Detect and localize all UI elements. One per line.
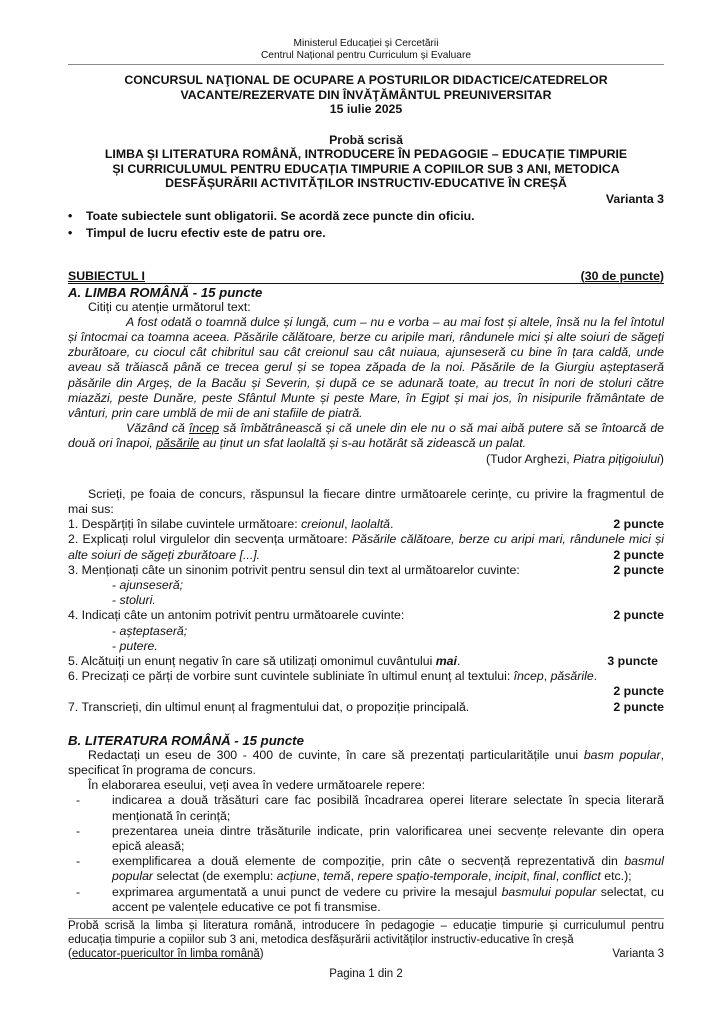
reading-instruction: Citiți cu atenție următorul text:: [88, 299, 251, 314]
para2-part: să îmbătrânească și că unele din ele nu o să mai aibă putere să se întoarcă de două ori înapoi,: [68, 421, 664, 451]
text-paragraph-1: A fost odată o toamnă dulce și lungă, cum ‒ nu e vorba ‒ au mai fost și altele, însă nu la fel întotul și întocmai ca toamna aceea. Păsările călătoare, berze cu aripile mari, rândunele mici și alte soiuri de săgeți zburătoare, cu ciocul cât chibritul sau cât creionul sau cât nuiaua, ajunseseră cu bine în țara caldă, unde aveau să trăiască până ce trecea gerul și se topea zăpada de la noi. Păsările de la Giurgiu așteptaseră păsările din Argeș, de la Bacău și Severin, și după ce se adunară toate, au trecut în nori de stoluri către miazăzi, peste Dunăre, peste Sfântul Munte și peste Mare, în Egipt și mai jos, în nisipurile frământate de vânturi, prin care umblă de mii de ani stafiile de piatră.: [68, 314, 664, 420]
underlined-word-pasarile: păsările: [156, 436, 200, 451]
guideline-italic: repere spațio-temporale: [357, 869, 488, 884]
header-divider: [68, 64, 664, 65]
guideline-sep: ,: [350, 869, 358, 884]
dash-icon: -: [112, 593, 120, 608]
question-3: [68, 563, 664, 578]
guideline-text: exemplificarea a două elemente de compoziție, prin câte o secvență reprezentativă din: [112, 854, 625, 869]
question-points: 2 puncte: [613, 517, 664, 532]
page-header: [68, 38, 664, 62]
section-a-title: A. LIMBA ROMÂNĂ - 15 puncte: [68, 284, 263, 300]
source-close: ): [659, 451, 664, 466]
task-intro: Scrieți, pe foaia de concurs, răspunsul la fiecare dintre următoarele cerințe, cu privire la fragmentul de mai sus:: [68, 486, 664, 516]
instruction-item: [68, 208, 664, 225]
q6-end: .: [593, 669, 598, 684]
guideline-text: prezentarea uneia dintre trăsăturile indicate, prin valorificarea unei secvențe relevante din opera epică aleasă;: [112, 823, 664, 853]
instruction-text: Toate subiectele sunt obligatorii. Se acordă zece puncte din oficiu.: [86, 208, 475, 223]
essay-genre: basm popular: [583, 747, 661, 762]
text-source: [68, 452, 664, 467]
paren: (: [68, 948, 72, 961]
q5-text: 5. Alcătuiți un enunț negativ în care să utilizați omonimul cuvântului: [68, 653, 436, 668]
guideline-sep: ,: [555, 869, 563, 884]
bullet-icon: •: [68, 208, 73, 223]
guideline-italic: final: [533, 869, 556, 884]
q2-text: 2. Explicați rolul virgulelor din secvența următoare:: [68, 532, 352, 547]
q3-word: ajunseseră;: [119, 577, 184, 592]
guideline-italic: conflict: [562, 869, 601, 884]
guideline-text: selectat (de exemplu:: [153, 869, 277, 884]
q4-item: [68, 624, 664, 639]
instruction-item: [68, 225, 664, 242]
q6-sep: ,: [543, 669, 551, 684]
underlined-word-incep: încep: [188, 421, 220, 436]
essay-guidelines: [68, 793, 664, 915]
essay-guide-intro: În elaborarea eseului, veți avea în vedere următoarele repere:: [88, 778, 425, 793]
guideline-italic: basmul popular: [112, 854, 664, 884]
dash-icon: -: [76, 823, 81, 838]
q2-quote: Păsările călătoare, berze cu aripi mari, rândunele mici și alte soiuri de săgeți zburătoare [...].: [68, 532, 664, 562]
q1-text: 1. Despărțiți în silabe cuvintele următoare:: [68, 517, 302, 532]
guideline-italic: incipit: [494, 869, 527, 884]
q5-end: .: [456, 653, 461, 668]
contest-date: 15 iulie 2025: [329, 102, 403, 116]
dash-icon: -: [76, 793, 81, 808]
essay-task-text: Redactați un eseu de 300 - 400 de cuvinte, în care să prezentați particularitățile unui: [88, 747, 584, 762]
guideline-text: etc.);: [600, 869, 632, 884]
essay-task-text: , specificat în programa de concurs.: [68, 747, 664, 777]
q1-word: creionul: [301, 517, 345, 532]
q5-word: mai: [435, 653, 457, 668]
q7-text: 7. Transcrieți, din ultimul enunț al fragmentului dat, o propoziție principală.: [68, 699, 470, 714]
exam-title-line-3: DESFĂȘURĂRII ACTIVITĂȚILOR INSTRUCTIV-EDUCATIVE ÎN CREȘĂ: [165, 176, 567, 190]
q4-word: putere.: [119, 638, 158, 653]
specialty-name: educator-puericultor în limba română: [71, 948, 260, 961]
dash-icon: -: [76, 884, 81, 899]
ministry-name: Ministerul Educației și Cercetării: [293, 38, 439, 49]
q4-text: 4. Indicați câte un antonim potrivit pentru următoarele cuvinte:: [68, 608, 405, 623]
q4-word: așteptaseră;: [119, 623, 188, 638]
question-points: 2 puncte: [613, 699, 664, 714]
question-6: [68, 669, 664, 699]
q3-item: [68, 593, 664, 608]
dash-icon: -: [112, 577, 120, 592]
dash-icon: -: [112, 623, 120, 638]
footer-variant: Varianta 3: [612, 948, 664, 961]
guideline-sep: ,: [488, 869, 495, 884]
instructions-list: [68, 208, 664, 242]
para2-part: au ținut un sfat laolaltă și s-au hotărât să zidească un palat.: [199, 436, 527, 451]
q1-word: laolaltă: [351, 517, 390, 532]
guideline-item: [68, 885, 664, 915]
question-7: [68, 700, 664, 715]
source-author: (Tudor Arghezi,: [486, 451, 574, 466]
question-points: 3 puncte: [607, 653, 658, 668]
question-points: 2 puncte: [613, 684, 664, 699]
exam-title: [68, 133, 664, 191]
variant-label: Varianta 3: [605, 191, 664, 206]
question-text: [68, 517, 393, 532]
exam-title-line-2: ȘI CURRICULUMUL PENTRU EDUCAȚIA TIMPURIE A COPIILOR SUB 3 ANI, METODICA: [112, 161, 620, 176]
q6-word: păsările: [550, 669, 594, 684]
question-5: [68, 654, 664, 669]
instruction-text: Timpul de lucru efectiv este de patru ore.: [86, 225, 326, 240]
guideline-text: selectat, cu accent pe valențele educative ce pot fi transmise.: [112, 884, 664, 914]
exam-type: Probă scrisă: [329, 132, 403, 147]
q3-text: 3. Menționați câte un sinonim potrivit pentru sensul din text al următoarelor cuvinte:: [68, 562, 520, 577]
question-points: 2 puncte: [613, 562, 664, 577]
question-1: [68, 517, 664, 532]
question-text: [68, 654, 460, 669]
guideline-italic: temă: [323, 869, 351, 884]
contest-title-line-2: VACANTE/REZERVATE DIN ÎNVĂŢĂMÂNTUL PREUNIVERSITAR: [180, 87, 552, 102]
footer-text: Probă scrisă la limba și literatura română, introducere în pedagogie – educație timpurie și curriculumul pentru educația timpurie a copiilor sub 3 ani, metodica desfășurării activităților instructiv-educative în creșă: [68, 920, 664, 947]
contest-title: [68, 73, 664, 117]
para2-part: Văzând că: [126, 421, 189, 436]
guideline-italic: acțiune: [276, 869, 317, 884]
text-paragraph-2: [68, 421, 664, 451]
q4-item: [68, 639, 664, 654]
guideline-item: [68, 824, 664, 854]
guideline-sep: ,: [316, 869, 324, 884]
section-b-title: B. LITERATURA ROMÂNĂ - 15 puncte: [68, 732, 304, 748]
guideline-item: [68, 793, 664, 823]
guideline-text: exprimarea argumentată a unui punct de vedere cu privire la mesajul: [112, 884, 502, 899]
center-name: Centrul Național pentru Curriculum și Evaluare: [260, 50, 472, 61]
q1-sep: ,: [344, 517, 351, 532]
q1-end: .: [389, 517, 394, 532]
footer-specialty: [68, 947, 264, 961]
guideline-item: [68, 854, 664, 884]
question-points: 2 puncte: [613, 608, 664, 623]
paren: ): [259, 948, 264, 961]
exam-title-line-1: LIMBA ȘI LITERATURA ROMÂNĂ, INTRODUCERE ÎN PEDAGOGIE – EDUCAȚIE TIMPURIE: [104, 147, 628, 161]
question-4: [68, 608, 664, 623]
essay-task: [68, 748, 664, 778]
source-title: Piatra pițigoiului: [573, 451, 660, 466]
subject-label: SUBIECTUL I: [68, 268, 145, 283]
q6-text: 6. Precizați ce părți de vorbire sunt cuvintele subliniate în ultimul enunț al textului:: [68, 669, 514, 684]
subject-heading: [68, 269, 664, 284]
exam-page: [68, 0, 664, 981]
guideline-text: indicarea a două trăsături care fac posibilă încadrarea operei literare selectate în specia literară menționată în cerință;: [112, 793, 664, 823]
guideline-sep: ,: [526, 869, 534, 884]
dash-icon: -: [112, 638, 120, 653]
q3-word: stoluri.: [119, 593, 156, 608]
question-points: 2 puncte: [613, 547, 664, 562]
contest-title-line-1: CONCURSUL NAŢIONAL DE OCUPARE A POSTURILOR DIDACTICE/CATEDRELOR: [124, 73, 608, 87]
subject-points: (30 de puncte): [580, 268, 664, 283]
q6-word: încep: [513, 669, 544, 684]
page-number: Pagina 1 din 2: [329, 968, 403, 981]
footer-last-line: [68, 947, 664, 961]
q3-item: [68, 578, 664, 593]
guideline-italic: basmului popular: [501, 884, 597, 899]
question-2: [68, 532, 664, 562]
dash-icon: -: [76, 854, 81, 869]
bullet-icon: •: [68, 225, 73, 240]
